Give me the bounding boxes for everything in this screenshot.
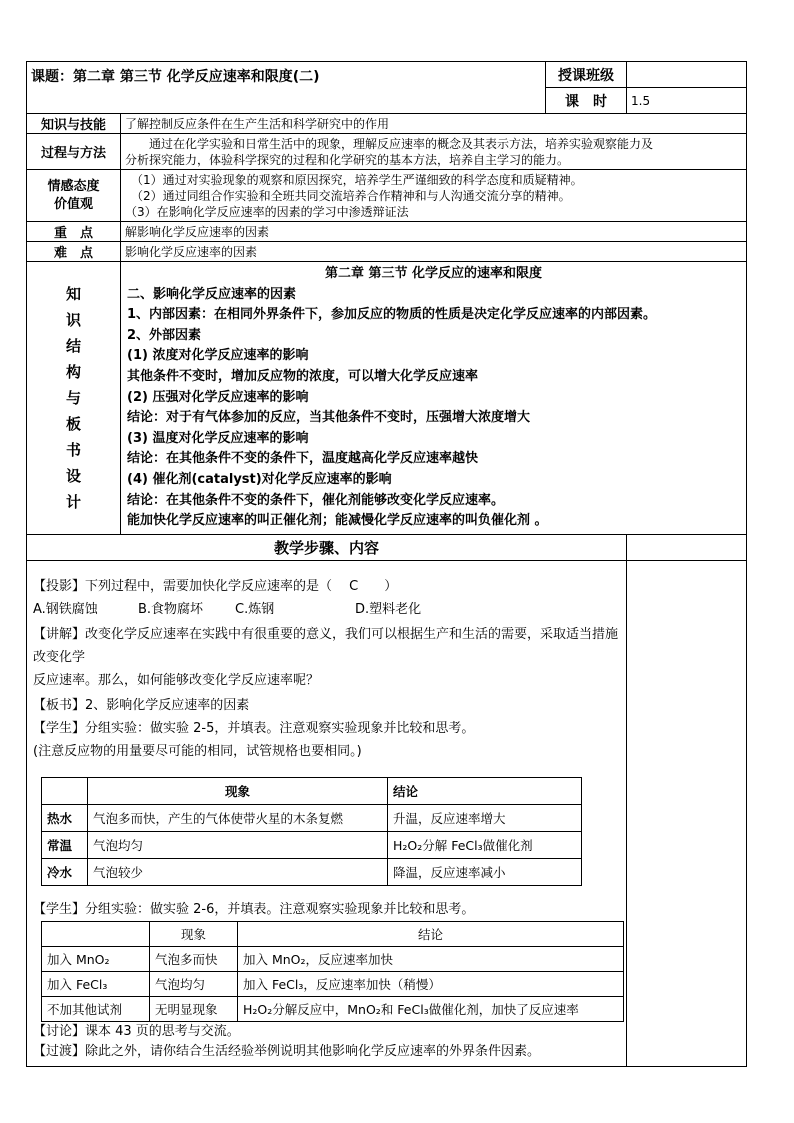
knowledge-line: 结论：在其他条件不变的条件下，温度越高化学反应速率越快 <box>127 451 479 467</box>
knowledge-line: (1) 浓度对化学反应速率的影响 <box>127 348 309 364</box>
table-row <box>42 804 582 831</box>
answer-options <box>33 598 620 621</box>
table-header: 结论 <box>388 777 582 804</box>
objective-line: （2）通过同组合作实验和全班共同交流培养合作精神和与人沟通交流分享的精神。 <box>125 188 571 203</box>
discussion: 【讨论】课本 43 页的思考与交流。 <box>33 1023 240 1039</box>
projection-question: 【投影】下列过程中，需要加快化学反应速率的是（ C ） <box>33 578 398 594</box>
knowledge-structure <box>121 262 747 535</box>
table-cell: 加入 MnO₂ <box>42 946 150 971</box>
table-cell: 加入 MnO₂，反应速率加快 <box>238 946 624 971</box>
difficulty-label: 难 点 <box>27 242 121 262</box>
table-cell: 气泡均匀 <box>150 971 238 996</box>
explanation-line-2: 反应速率。那么，如何能够改变化学反应速率呢？ <box>33 672 320 688</box>
objective-label-process: 过程与方法 <box>27 134 121 170</box>
student-activity-2: 【学生】分组实验：做实验 2-6，并填表。注意观察实验现象并比较和思考。 <box>33 901 475 917</box>
knowledge-line: 2、外部因素 <box>127 327 202 343</box>
table-cell: 降温，反应速率减小 <box>388 858 582 885</box>
table-row <box>42 858 582 885</box>
table-header: 结论 <box>238 921 624 946</box>
table-cell: 气泡较少 <box>88 858 388 885</box>
explanation-line-1: 【讲解】改变化学反应速率在实践中有很重要的意义，我们可以根据生产和生活的需要，采取适当措施改变化学 <box>33 626 619 665</box>
class-value <box>627 62 747 88</box>
objective-text-attitude <box>121 170 747 222</box>
vertical-char: 书 <box>65 440 81 459</box>
lesson-topic: 课题：第二章 第三节 化学反应速率和限度(二) <box>27 62 546 114</box>
table-cell: 常温 <box>42 831 88 858</box>
table-cell: 冷水 <box>42 858 88 885</box>
objective-line: 分析探究能力，体验科学探究的过程和化学研究的基本方法，培养自主学习的能力。 <box>125 152 570 167</box>
vertical-char: 结 <box>65 336 81 355</box>
option-b: B.食物腐坏 <box>138 601 204 617</box>
option-a: A.钢铁腐蚀 <box>33 601 98 617</box>
knowledge-line: 结论：在其他条件不变的条件下，催化剂能够改变化学反应速率。 <box>127 492 505 508</box>
table-row <box>42 971 624 996</box>
table-cell: 无明显现象 <box>150 996 238 1021</box>
student-activity-1: 【学生】分组实验：做实验 2-5，并填表。注意观察实验现象并比较和思考。 <box>33 720 475 736</box>
table-cell: 加入 FeCl₃ <box>42 971 150 996</box>
table-cell: H₂O₂分解反应中，MnO₂和 FeCl₃做催化剂，加快了反应速率 <box>238 996 624 1021</box>
option-c: C.炼钢 <box>235 601 275 617</box>
table-cell: 加入 FeCl₃，反应速率加快（稍慢） <box>238 971 624 996</box>
board-writing: 【板书】2、影响化学反应速率的因素 <box>33 697 250 713</box>
knowledge-line: 二、影响化学反应速率的因素 <box>127 286 297 302</box>
table-cell: 热水 <box>42 804 88 831</box>
knowledge-line: 能加快化学反应速率的叫正催化剂；能减慢化学反应速率的叫负催化剂 。 <box>127 513 548 529</box>
option-d: D.塑料老化 <box>355 601 422 617</box>
steps-side-column <box>627 560 747 1066</box>
objective-label-attitude <box>27 170 121 222</box>
table-cell: 气泡多而快 <box>150 946 238 971</box>
difficulty-text: 影响化学反应速率的因素 <box>121 242 747 262</box>
objective-line: 通过在化学实验和日常生活中的现象，理解反应速率的概念及其表示方法，培养实验观察能力及 <box>125 136 654 151</box>
table-cell: 气泡多而快，产生的气体使带火星的木条复燃 <box>88 804 388 831</box>
table-header <box>42 777 88 804</box>
objective-label-knowledge: 知识与技能 <box>27 114 121 134</box>
key-point-text: 解影响化学反应速率的因素 <box>121 222 747 242</box>
class-label: 授课班级 <box>546 62 627 88</box>
table-cell: 气泡均匀 <box>88 831 388 858</box>
table-row <box>42 996 624 1021</box>
experiment-2-6-table <box>41 921 624 1022</box>
hours-label: 课 时 <box>546 88 627 114</box>
vertical-char: 构 <box>65 362 81 381</box>
knowledge-title: 第二章 第三节 化学反应的速率和限度 <box>324 266 543 281</box>
vertical-char: 识 <box>65 310 81 329</box>
vertical-char: 板 <box>65 414 81 433</box>
table-row <box>42 946 624 971</box>
knowledge-line: (3) 温度对化学反应速率的影响 <box>127 430 309 446</box>
table-header: 现象 <box>150 921 238 946</box>
table-cell: 升温，反应速率增大 <box>388 804 582 831</box>
steps-heading-side <box>627 534 747 560</box>
steps-content <box>27 560 627 1066</box>
objective-text-knowledge: 了解控制反应条件在生产生活和科学研究中的作用 <box>121 114 747 134</box>
experiment-2-5-table <box>41 777 582 886</box>
objective-line: （1）通过对实验现象的观察和原因探究，培养学生严谨细致的科学态度和质疑精神。 <box>125 172 583 187</box>
label-line: 价值观 <box>53 196 93 212</box>
activity-note: (注意反应物的用量要尽可能的相同，试管规格也要相同。) <box>33 743 362 759</box>
objective-text-process <box>121 134 747 170</box>
label-line: 情感态度 <box>47 178 100 194</box>
vertical-char: 知 <box>65 284 81 303</box>
table-cell: 不加其他试剂 <box>42 996 150 1021</box>
table-cell: H₂O₂分解 FeCl₃做催化剂 <box>388 831 582 858</box>
key-point-label: 重 点 <box>27 222 121 242</box>
transition: 【过渡】除此之外，请你结合生活经验举例说明其他影响化学反应速率的外界条件因素。 <box>33 1043 541 1059</box>
knowledge-line: 其他条件不变时，增加反应物的浓度，可以增大化学反应速率 <box>127 368 479 384</box>
knowledge-line: 1、内部因素：在相同外界条件下，参加反应的物质的性质是决定化学反应速率的内部因素。 <box>127 307 657 323</box>
vertical-char: 与 <box>65 388 81 407</box>
objective-line: （3）在影响化学反应速率的因素的学习中渗透辩证法 <box>125 204 409 219</box>
knowledge-vertical-label <box>27 262 121 535</box>
table-header: 现象 <box>88 777 388 804</box>
vertical-char: 计 <box>65 492 81 511</box>
table-header <box>42 921 150 946</box>
hours-value: 1.5 <box>627 88 747 114</box>
knowledge-line: (4) 催化剂(catalyst)对化学反应速率的影响 <box>127 471 392 487</box>
lesson-plan <box>26 61 746 1067</box>
table-row <box>42 831 582 858</box>
knowledge-line: 结论：对于有气体参加的反应，当其他条件不变时，压强增大浓度增大 <box>127 410 531 426</box>
lesson-plan-table <box>26 61 747 1067</box>
steps-heading: 教学步骤、内容 <box>27 534 627 560</box>
vertical-char: 设 <box>65 466 81 485</box>
knowledge-line: (2) 压强对化学反应速率的影响 <box>127 389 309 405</box>
